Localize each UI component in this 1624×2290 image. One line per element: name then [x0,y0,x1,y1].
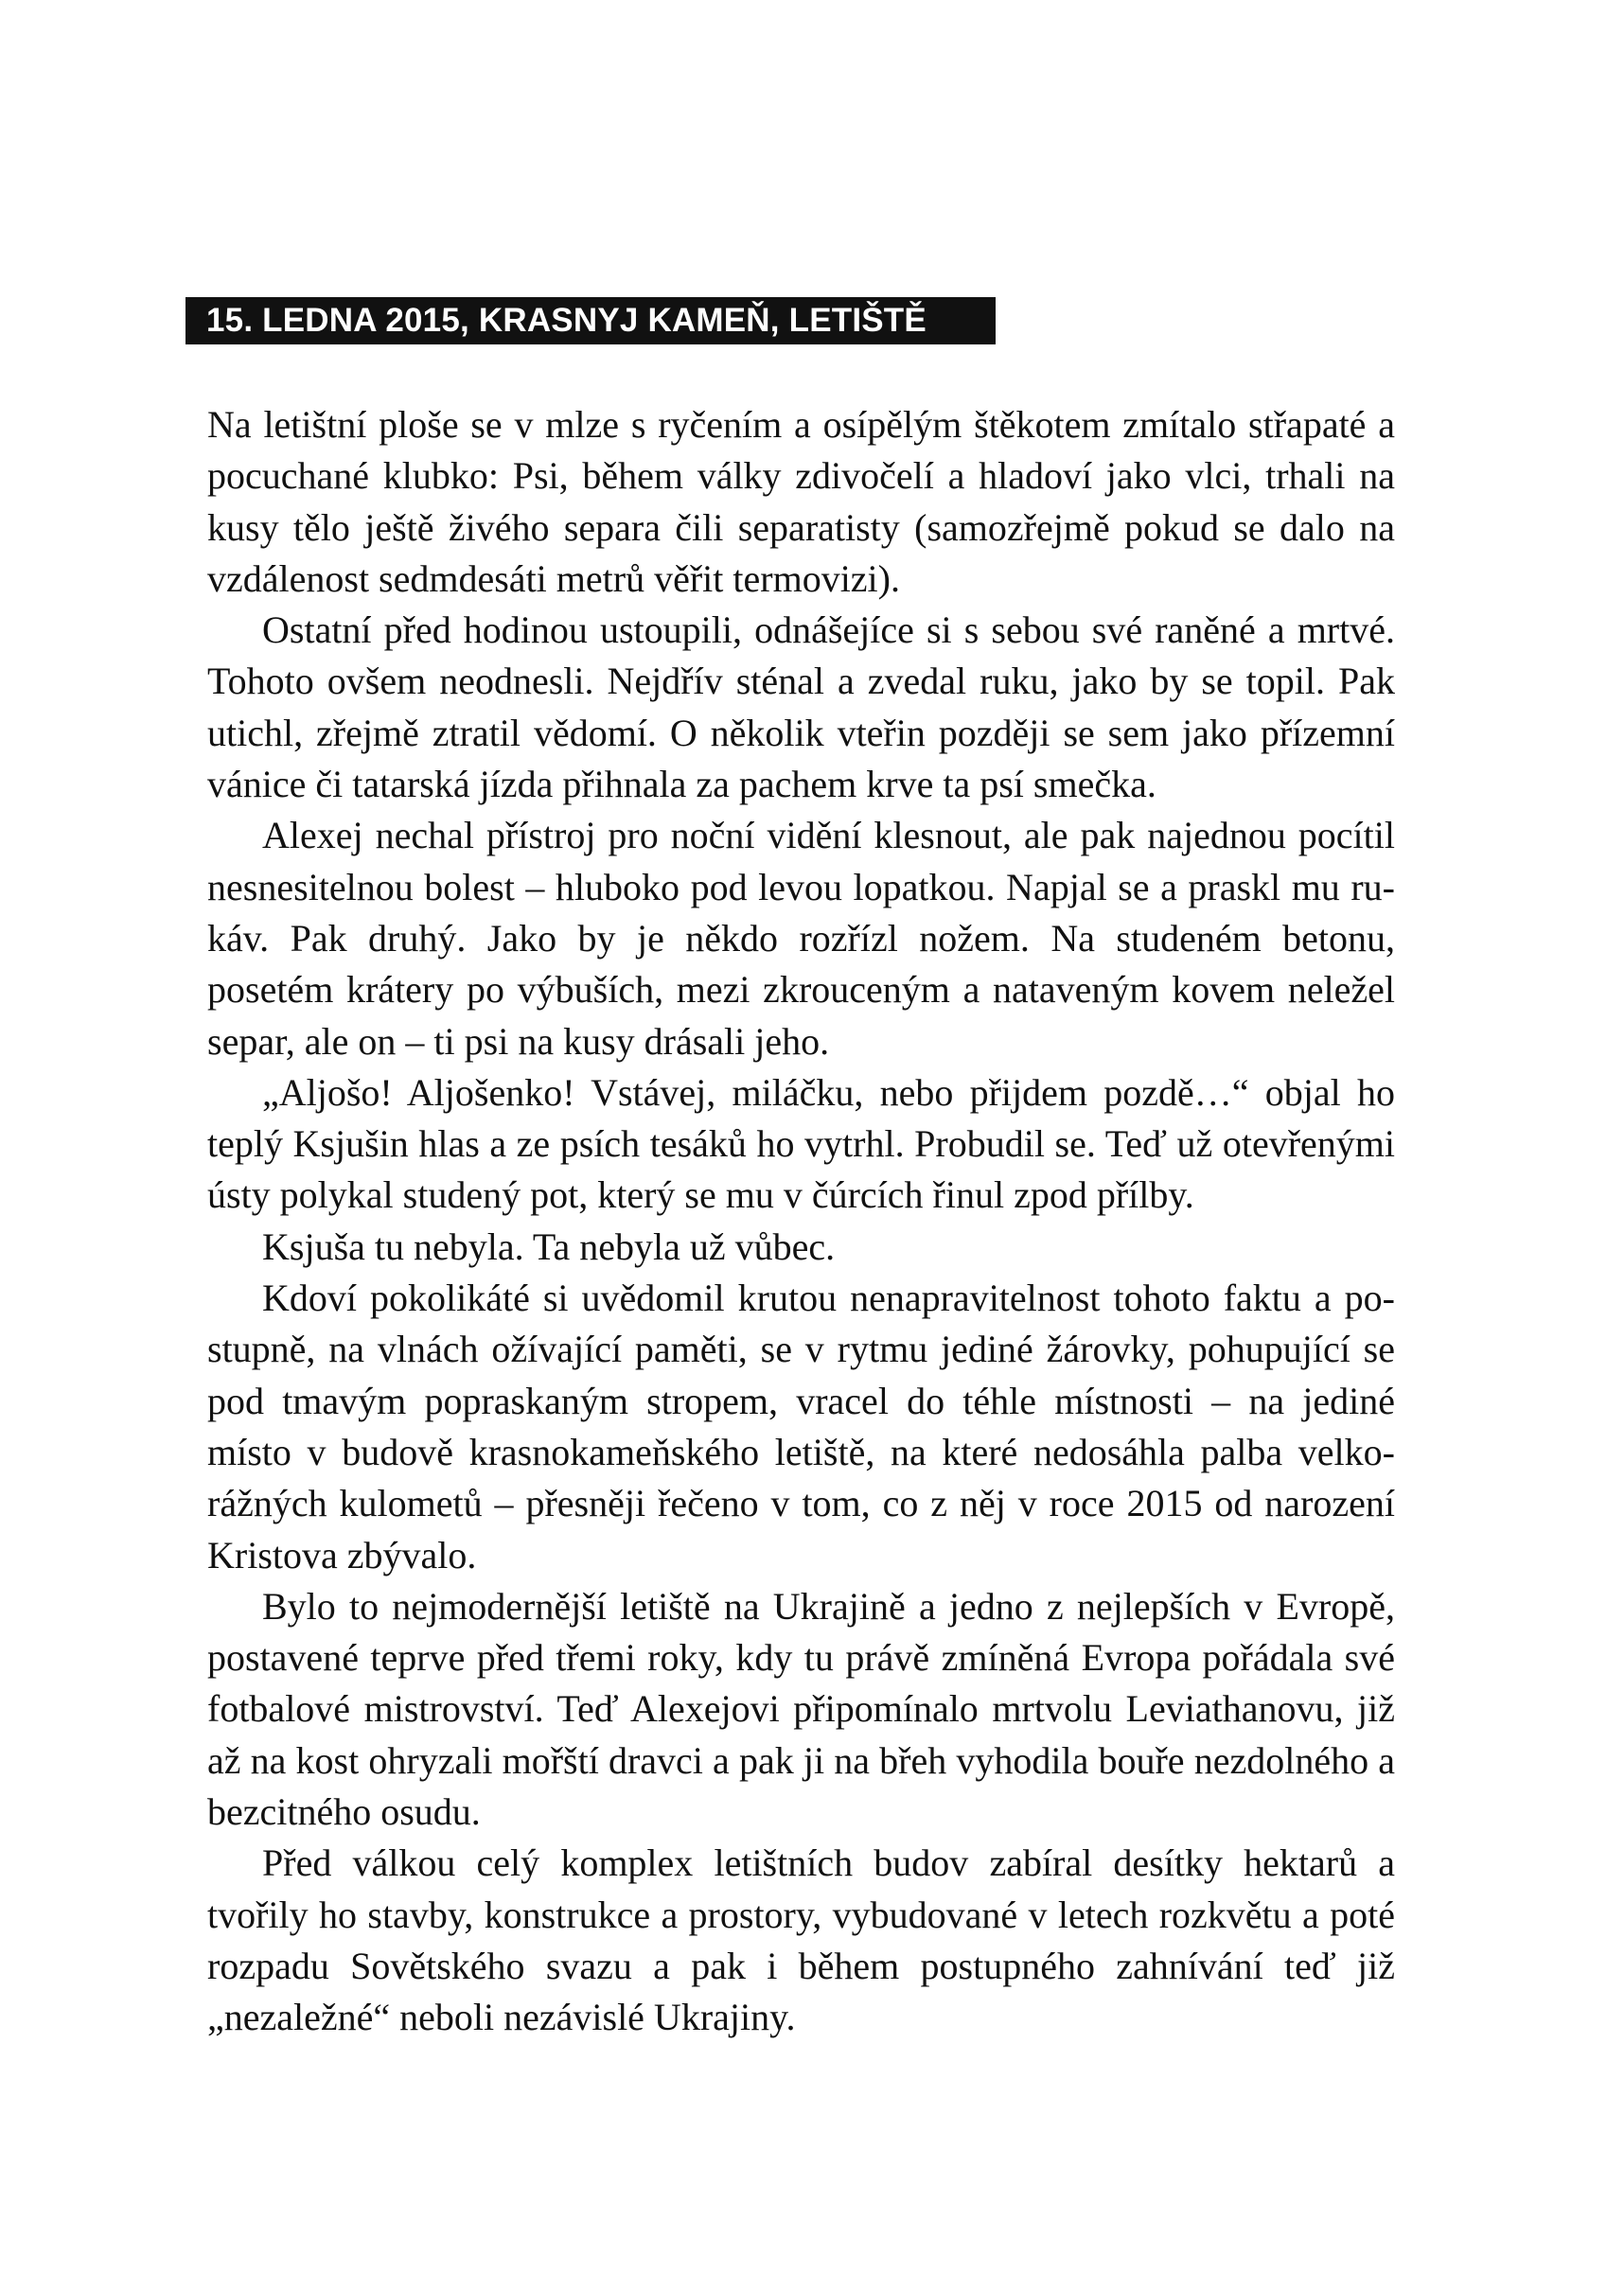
chapter-heading: 15. LEDNA 2015, KRASNYJ KAMEŇ, LETIŠTĚ [185,297,996,344]
paragraph-7: Bylo to nejmodernější letiště na Ukrajině a jedno z nejlepších v Evropě, postavené teprve před třemi roky, kdy tu právě zmíněná Evropa pořádala své fotbalové mistrovství. Teď Alexejovi připomínalo mrtvolu Leviathanovu, již až na kost ohryzali mořští dravci a pak ji na břeh vyhodila bouře nezdolného a bezcitného osudu. [207,1584,1395,1834]
paragraph-6: Kdoví pokolikáté si uvědomil krutou nenapravitelnost tohoto faktu a postupně, na vlnách ožívající paměti, se v rytmu jediné žárovky, pohupující se pod tmavým popraskaným stropem, vracel do téhle místnosti – na jediné místo v budově krasnokameňského letiště, na které nedosáhla palba velkorážných kulometů – přesněji řečeno v tom, co z něj v roce 2015 od narození Kristova zbývalo. [207,1277,1395,1577]
paragraph-4: „Aljošo! Aljošenko! Vstávej, miláčku, nebo přijdem pozdě…“ objal ho teplý Ksjušin hlas a ze psích tesáků ho vytrhl. Probudil se. Teď už otevřenými ústy polykal studený pot, který se mu v čúrcích řinul zpod přílby. [207,1070,1395,1217]
chapter-text [207,399,1395,2044]
paragraph-3: Alexej nechal přístroj pro noční vidění klesnout, ale pak najednou pocítil nesnesitelnou bolest – hluboko pod levou lopatkou. Napjal se a praskl mu rukáv. Pak druhý. Jako by je někdo rozřízl nožem. Na studeném betonu, posetém krátery po výbuších, mezi zkrouceným a nataveným kovem neležel separ, ale on – ti psi na kusy drásali jeho. [207,814,1395,1063]
paragraph-8: Před válkou celý komplex letištních budov zabíral desítky hektarů a tvořily ho stavby, konstrukce a prostory, vybudované v letech rozkvětu a poté rozpadu Sovětského svazu a pak i během postupného zahnívání teď již „nezaležné“ neboli nezávislé Ukrajiny. [207,1841,1395,2039]
paragraph-1: Na letištní ploše se v mlze s ryčením a osípělým štěkotem zmítalo střapaté a pocuchané klubko: Psi, během války zdivočelí a hladoví jako vlci, trhali na kusy tělo ještě živého separa čili separatisty (samozřejmě pokud se dalo na vzdálenost sedmdesáti metrů věřit termovizi). [207,403,1395,600]
paragraph-5: Ksjuša tu nebyla. Ta nebyla už vůbec. [262,1224,836,1268]
paragraph-2: Ostatní před hodinou ustoupili, odnášejíce si s sebou své raněné a mrtvé. Tohoto ovšem neodnesli. Nejdřív sténal a zvedal ruku, jako by se topil. Pak utichl, zřejmě ztratil vědomí. O několik vteřin později se sem jako přízemní vánice či tatarská jízda přihnala za pachem krve ta psí smečka. [207,608,1395,806]
